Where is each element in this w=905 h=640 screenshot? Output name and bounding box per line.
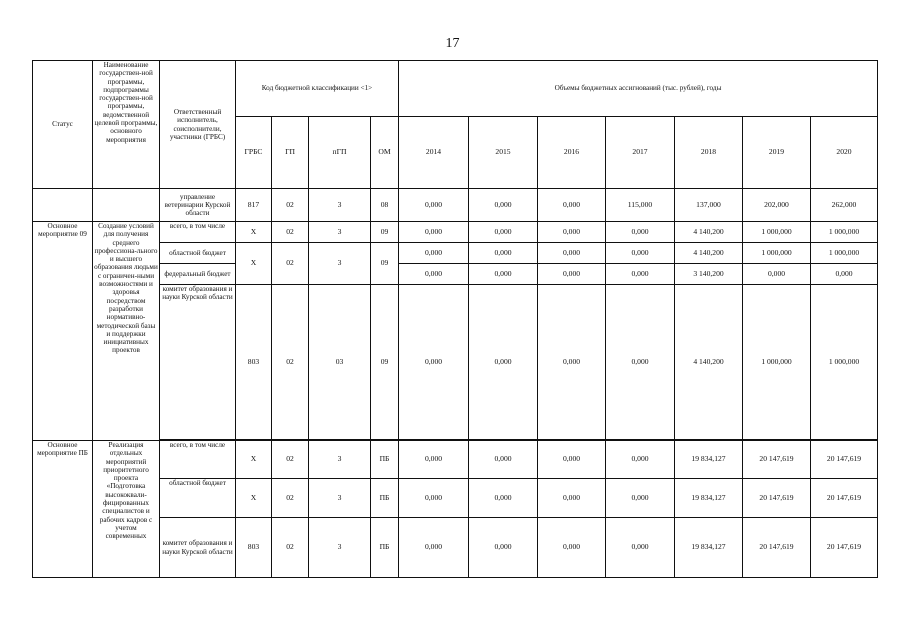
header-volumes: Объемы бюджетных ассигнований (тыс. рублей), годы	[399, 61, 878, 117]
header-year: 2017	[606, 117, 675, 189]
value-cell: 4 140,200	[675, 222, 743, 243]
value-cell: 0,000	[469, 189, 538, 222]
code-cell: 3	[309, 222, 371, 243]
code-cell: 02	[272, 441, 309, 479]
value-cell: 1 000,000	[811, 222, 878, 243]
value-cell: 0,000	[469, 285, 538, 440]
value-cell: 0,000	[606, 264, 675, 285]
responsible-cell: федеральный бюджет	[160, 264, 236, 285]
code-cell: 02	[272, 189, 309, 222]
status-cell: Основное мероприятие ПБ	[33, 441, 93, 578]
value-cell: 20 147,619	[811, 518, 878, 578]
value-cell: 0,000	[538, 441, 606, 479]
value-cell: 262,000	[811, 189, 878, 222]
value-cell: 20 147,619	[743, 518, 811, 578]
code-cell: 02	[272, 285, 309, 440]
value-cell: 0,000	[399, 479, 469, 518]
value-cell: 0,000	[469, 518, 538, 578]
header-year: 2018	[675, 117, 743, 189]
value-cell: 19 834,127	[675, 479, 743, 518]
code-cell: 803	[236, 518, 272, 578]
value-cell: 20 147,619	[743, 441, 811, 479]
header-code-gp: ГП	[272, 117, 309, 189]
header-status: Статус	[33, 61, 93, 189]
value-cell: 19 834,127	[675, 518, 743, 578]
value-cell: 1 000,000	[811, 285, 878, 440]
code-cell: ПБ	[371, 518, 399, 578]
value-cell: 0,000	[743, 264, 811, 285]
value-cell: 0,000	[399, 189, 469, 222]
code-cell: 3	[309, 243, 371, 285]
code-cell: 09	[371, 222, 399, 243]
value-cell: 0,000	[538, 285, 606, 440]
value-cell: 4 140,200	[675, 285, 743, 440]
responsible-cell: всего, в том числе	[160, 222, 236, 243]
budget-table	[32, 60, 878, 578]
responsible-cell: комитет образования и науки Курской области	[160, 518, 236, 578]
table-row	[33, 479, 878, 518]
header-code-om: ОМ	[371, 117, 399, 189]
value-cell: 0,000	[469, 222, 538, 243]
table-row	[33, 264, 878, 285]
code-cell: 02	[272, 243, 309, 285]
value-cell: 0,000	[399, 285, 469, 440]
value-cell: 0,000	[538, 479, 606, 518]
code-cell: ПБ	[371, 479, 399, 518]
status-cell	[33, 189, 93, 222]
value-cell: 0,000	[606, 479, 675, 518]
value-cell: 0,000	[538, 243, 606, 264]
value-cell: 0,000	[606, 285, 675, 440]
code-cell: 08	[371, 189, 399, 222]
code-cell: 02	[272, 518, 309, 578]
page-number: 17	[445, 36, 460, 51]
responsible-cell: управление ветеринарии Курской области	[160, 189, 236, 222]
code-cell: Х	[236, 441, 272, 479]
value-cell: 0,000	[399, 222, 469, 243]
name-cell: Реализация отдельных мероприятий приоритетного проекта «Подготовка высококвали-фицированных специалистов и рабочих кадров с учетом современных	[93, 441, 160, 578]
value-cell: 0,000	[606, 222, 675, 243]
budget-table-wrapper	[32, 60, 878, 578]
code-cell: Х	[236, 479, 272, 518]
code-cell: 09	[371, 243, 399, 285]
value-cell: 137,000	[675, 189, 743, 222]
value-cell: 0,000	[538, 189, 606, 222]
value-cell: 1 000,000	[743, 222, 811, 243]
value-cell: 1 000,000	[811, 243, 878, 264]
value-cell: 0,000	[399, 441, 469, 479]
value-cell: 0,000	[606, 518, 675, 578]
header-kbk: Код бюджетной классификации <1>	[236, 61, 399, 117]
table-row	[33, 285, 878, 440]
value-cell: 0,000	[811, 264, 878, 285]
code-cell: 09	[371, 285, 399, 440]
value-cell: 19 834,127	[675, 441, 743, 479]
header-year: 2014	[399, 117, 469, 189]
value-cell: 0,000	[469, 441, 538, 479]
code-cell: 817	[236, 189, 272, 222]
value-cell: 20 147,619	[743, 479, 811, 518]
table-row	[33, 222, 878, 243]
value-cell: 0,000	[469, 243, 538, 264]
value-cell: 0,000	[469, 479, 538, 518]
name-cell: Создание условий для получения среднего профессиона-льного и высшего образования людьми с ограничен-ными возможностями и здоровья посредством разработки нормативно-методической базы и поддержки инициативных проектов	[93, 222, 160, 441]
value-cell: 0,000	[606, 243, 675, 264]
responsible-cell: областной бюджет	[160, 243, 236, 264]
code-cell: ПБ	[371, 441, 399, 479]
responsible-cell: всего, в том числе	[160, 441, 236, 479]
responsible-cell: областной бюджет	[160, 479, 236, 518]
code-cell: Х	[236, 243, 272, 285]
code-cell: 803	[236, 285, 272, 440]
header-responsible: Ответственный исполнитель, соисполнители, участники (ГРБС)	[160, 61, 236, 189]
value-cell: 3 140,200	[675, 264, 743, 285]
table-row	[33, 243, 878, 264]
table-row	[33, 189, 878, 222]
table-row	[33, 518, 878, 578]
code-cell: 3	[309, 518, 371, 578]
value-cell: 115,000	[606, 189, 675, 222]
value-cell: 1 000,000	[743, 243, 811, 264]
value-cell: 20 147,619	[811, 441, 878, 479]
value-cell: 0,000	[399, 518, 469, 578]
value-cell: 1 000,000	[743, 285, 811, 440]
header-year: 2015	[469, 117, 538, 189]
value-cell: 0,000	[538, 222, 606, 243]
value-cell: 0,000	[538, 264, 606, 285]
value-cell: 20 147,619	[811, 479, 878, 518]
header-name: Наименование государствен-ной программы, подпрограммы государствен-ной программы, ведомственной целевой программы, основного мероприятия	[93, 61, 160, 189]
code-cell: 02	[272, 479, 309, 518]
value-cell: 0,000	[399, 264, 469, 285]
code-cell: 03	[309, 285, 371, 440]
responsible-cell: комитет образования и науки Курской области	[160, 285, 236, 440]
code-cell: 3	[309, 441, 371, 479]
table-row	[33, 441, 878, 479]
value-cell: 4 140,200	[675, 243, 743, 264]
code-cell: 3	[309, 189, 371, 222]
value-cell: 0,000	[469, 264, 538, 285]
header-year: 2020	[811, 117, 878, 189]
value-cell: 0,000	[399, 243, 469, 264]
code-cell: 02	[272, 222, 309, 243]
code-cell: 3	[309, 479, 371, 518]
status-cell: Основное мероприятие 09	[33, 222, 93, 441]
header-year: 2019	[743, 117, 811, 189]
value-cell: 202,000	[743, 189, 811, 222]
header-code-grbs: ГРБС	[236, 117, 272, 189]
header-year: 2016	[538, 117, 606, 189]
value-cell: 0,000	[538, 518, 606, 578]
name-cell	[93, 189, 160, 222]
value-cell: 0,000	[606, 441, 675, 479]
header-code-pgp: пГП	[309, 117, 371, 189]
code-cell: Х	[236, 222, 272, 243]
